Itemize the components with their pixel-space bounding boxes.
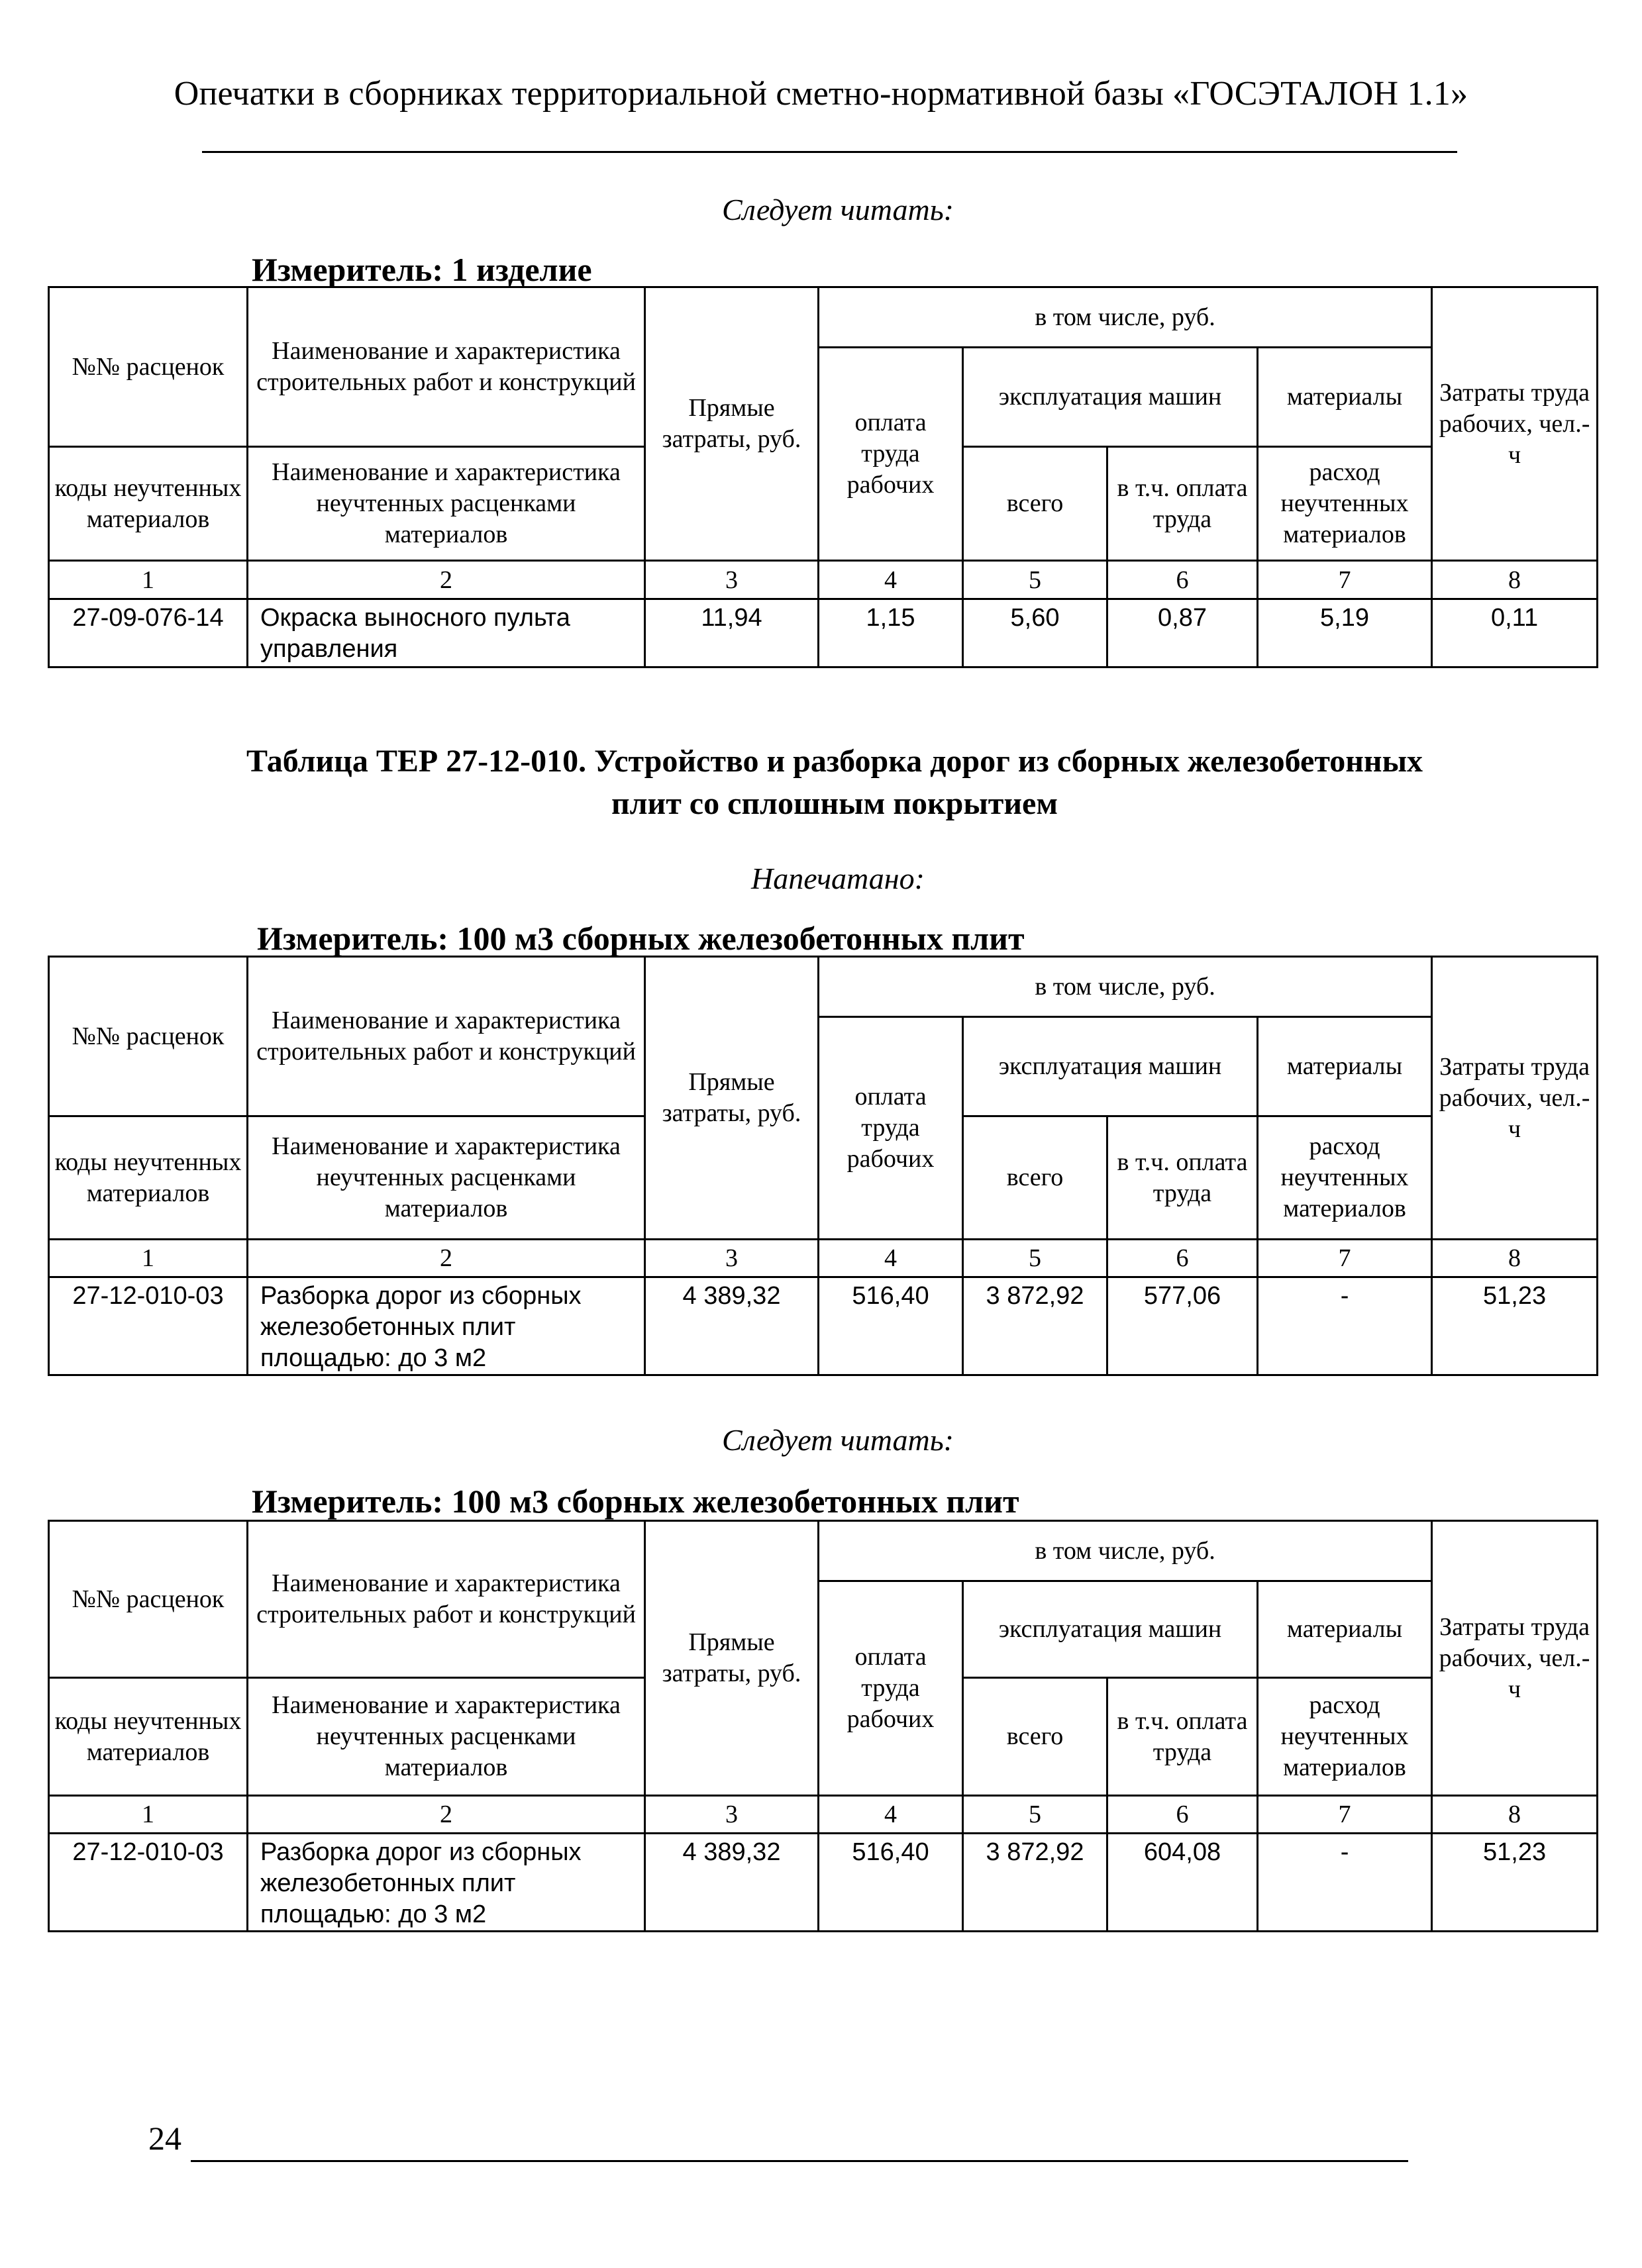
col-mach-total: всего <box>963 447 1107 561</box>
row-materials: 5,19 <box>1258 599 1432 667</box>
rates-table-2 <box>48 956 1598 1376</box>
col-mach-wage: в т.ч. оплата труда <box>1107 1116 1258 1240</box>
col-number: 7 <box>1258 1240 1432 1277</box>
col-materials: материалы <box>1258 1017 1432 1116</box>
col-code-bottom: коды неучтенных материалов <box>49 1678 248 1796</box>
caption-should-read-1: Следует читать: <box>722 193 954 226</box>
row-mach-total: 3 872,92 <box>963 1277 1107 1375</box>
col-number: 3 <box>645 561 819 599</box>
row-direct: 11,94 <box>645 599 819 667</box>
row-direct: 4 389,32 <box>645 1277 819 1375</box>
col-labor: Затраты труда рабочих, чел.-ч <box>1432 1521 1598 1796</box>
row-mach-total: 5,60 <box>963 599 1107 667</box>
row-mach-wage: 577,06 <box>1107 1277 1258 1375</box>
table-row <box>49 1277 1598 1375</box>
col-labor: Затраты труда рабочих, чел.-ч <box>1432 957 1598 1240</box>
row-name: Разборка дорог из сборных железобетонных плит площадью: до 3 м2 <box>248 1834 645 1932</box>
table-title: Таблица ТЕР 27-12-010. Устройство и разборка дорог из сборных железобетонных плит со сплошным покрытием <box>246 744 1423 821</box>
col-name-top: Наименование и характеристика строительных работ и конструкций <box>248 957 645 1116</box>
col-number: 3 <box>645 1796 819 1834</box>
row-labor: 0,11 <box>1432 599 1598 667</box>
col-mach-wage: в т.ч. оплата труда <box>1107 1678 1258 1796</box>
caption-printed: Напечатано: <box>751 862 925 895</box>
col-incl: в том числе, руб. <box>819 957 1432 1017</box>
col-number: 1 <box>49 1796 248 1834</box>
row-name: Окраска выносного пульта управления <box>248 599 645 667</box>
col-mat-usage: расход неучтенных материалов <box>1258 1116 1432 1240</box>
col-number: 5 <box>963 1796 1107 1834</box>
col-labor: Затраты труда рабочих, чел.-ч <box>1432 287 1598 561</box>
page-header: Опечатки в сборниках территориальной сметно-нормативной базы «ГОСЭТАЛОН 1.1» <box>174 75 1468 113</box>
col-mat-usage: расход неучтенных материалов <box>1258 1678 1432 1796</box>
page-number: 24 <box>148 2120 181 2157</box>
col-number: 1 <box>49 561 248 599</box>
col-number: 5 <box>963 1240 1107 1277</box>
col-number: 2 <box>248 1796 645 1834</box>
col-wage: оплата труда рабочих <box>819 1581 963 1796</box>
measure-2: Измеритель: 100 м3 сборных железобетонных плит <box>257 920 1025 957</box>
col-wage: оплата труда рабочих <box>819 1017 963 1240</box>
table-row <box>49 1834 1598 1932</box>
col-code-top: №№ расценок <box>49 957 248 1116</box>
col-code-top: №№ расценок <box>49 1521 248 1678</box>
col-mach-total: всего <box>963 1116 1107 1240</box>
row-code: 27-12-010-03 <box>49 1277 248 1375</box>
col-number: 1 <box>49 1240 248 1277</box>
row-name: Разборка дорог из сборных железобетонных плит площадью: до 3 м2 <box>248 1277 645 1375</box>
col-incl: в том числе, руб. <box>819 1521 1432 1581</box>
col-number: 4 <box>819 561 963 599</box>
col-number: 7 <box>1258 561 1432 599</box>
col-code-top: №№ расценок <box>49 287 248 447</box>
header-rule <box>202 151 1457 153</box>
col-number: 4 <box>819 1796 963 1834</box>
col-materials: материалы <box>1258 348 1432 447</box>
col-number: 8 <box>1432 1240 1598 1277</box>
col-direct: Прямые затраты, руб. <box>645 957 819 1240</box>
col-name-top: Наименование и характеристика строительных работ и конструкций <box>248 1521 645 1678</box>
row-wage: 1,15 <box>819 599 963 667</box>
col-machines: эксплуатация машин <box>963 1017 1258 1116</box>
col-number: 2 <box>248 1240 645 1277</box>
col-number: 7 <box>1258 1796 1432 1834</box>
footer-rule <box>191 2160 1408 2162</box>
col-name-top: Наименование и характеристика строительных работ и конструкций <box>248 287 645 447</box>
col-number: 5 <box>963 561 1107 599</box>
col-number: 8 <box>1432 1796 1598 1834</box>
measure-3: Измеритель: 100 м3 сборных железобетонных плит <box>252 1483 1019 1520</box>
col-number: 6 <box>1107 1240 1258 1277</box>
row-wage: 516,40 <box>819 1834 963 1932</box>
col-number: 2 <box>248 561 645 599</box>
row-labor: 51,23 <box>1432 1834 1598 1932</box>
row-wage: 516,40 <box>819 1277 963 1375</box>
row-direct: 4 389,32 <box>645 1834 819 1932</box>
caption-should-read-2: Следует читать: <box>722 1423 954 1457</box>
measure-1: Измеритель: 1 изделие <box>252 251 592 288</box>
col-number: 8 <box>1432 561 1598 599</box>
row-materials: - <box>1258 1277 1432 1375</box>
col-number: 3 <box>645 1240 819 1277</box>
row-code: 27-12-010-03 <box>49 1834 248 1932</box>
row-labor: 51,23 <box>1432 1277 1598 1375</box>
col-machines: эксплуатация машин <box>963 1581 1258 1678</box>
table-row <box>49 599 1598 667</box>
col-machines: эксплуатация машин <box>963 348 1258 447</box>
col-name-bottom: Наименование и характеристика неучтенных расценками материалов <box>248 1116 645 1240</box>
col-mat-usage: расход неучтенных материалов <box>1258 447 1432 561</box>
col-name-bottom: Наименование и характеристика неучтенных расценками материалов <box>248 447 645 561</box>
col-materials: материалы <box>1258 1581 1432 1678</box>
col-incl: в том числе, руб. <box>819 287 1432 348</box>
col-mach-total: всего <box>963 1678 1107 1796</box>
col-direct: Прямые затраты, руб. <box>645 287 819 561</box>
col-direct: Прямые затраты, руб. <box>645 1521 819 1796</box>
col-code-bottom: коды неучтенных материалов <box>49 1116 248 1240</box>
col-number: 6 <box>1107 1796 1258 1834</box>
row-mach-wage: 604,08 <box>1107 1834 1258 1932</box>
rates-table-1 <box>48 286 1598 668</box>
rates-table-3 <box>48 1520 1598 1932</box>
row-mach-total: 3 872,92 <box>963 1834 1107 1932</box>
col-number: 4 <box>819 1240 963 1277</box>
col-name-bottom: Наименование и характеристика неучтенных расценками материалов <box>248 1678 645 1796</box>
row-code: 27-09-076-14 <box>49 599 248 667</box>
col-number: 6 <box>1107 561 1258 599</box>
row-mach-wage: 0,87 <box>1107 599 1258 667</box>
col-wage: оплата труда рабочих <box>819 348 963 561</box>
col-mach-wage: в т.ч. оплата труда <box>1107 447 1258 561</box>
row-materials: - <box>1258 1834 1432 1932</box>
col-code-bottom: коды неучтенных материалов <box>49 447 248 561</box>
